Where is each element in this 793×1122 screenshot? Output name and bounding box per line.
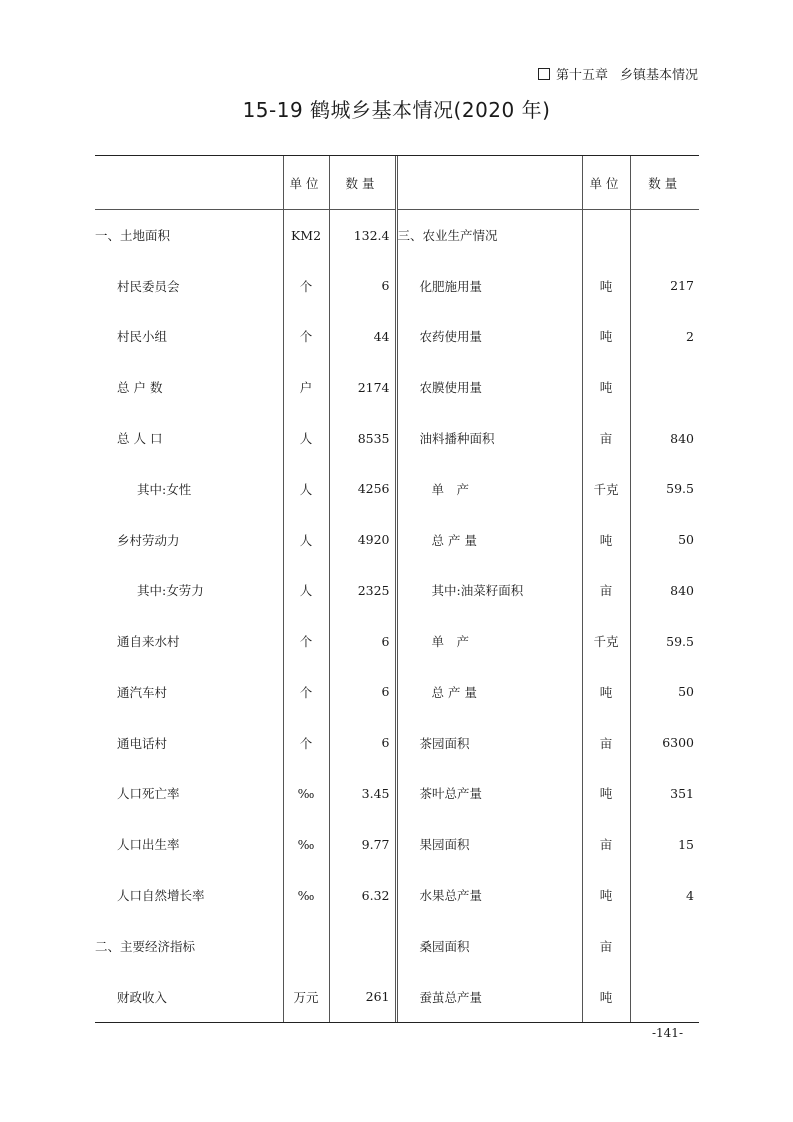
table-row <box>95 362 699 413</box>
left-quantity: 261 <box>329 971 396 1022</box>
left-unit: 个 <box>283 311 329 362</box>
left-quantity: 2325 <box>329 565 396 616</box>
left-quantity: 4920 <box>329 514 396 565</box>
left-unit: 人 <box>283 565 329 616</box>
right-item: 单 产 <box>396 463 582 514</box>
left-quantity: 6.32 <box>329 870 396 921</box>
table-row <box>95 413 699 464</box>
right-unit: 吨 <box>582 362 630 413</box>
right-unit: 吨 <box>582 514 630 565</box>
right-item: 果园面积 <box>396 819 582 870</box>
table-row <box>95 210 699 261</box>
left-item: 总 户 数 <box>117 380 163 396</box>
left-quantity: 3.45 <box>329 768 396 819</box>
right-quantity: 15 <box>630 819 699 870</box>
left-item: 人口出生率 <box>117 837 180 853</box>
page-title: 15-19 鹤城乡基本情况(2020 年) <box>242 98 551 122</box>
right-item: 化肥施用量 <box>396 260 582 311</box>
right-item: 总 产 量 <box>396 667 582 718</box>
table-row <box>95 717 699 768</box>
left-item: 通电话村 <box>117 735 168 751</box>
right-quantity: 59.5 <box>630 616 699 667</box>
right-unit: 千克 <box>582 463 630 514</box>
left-quantity: 4256 <box>329 463 396 514</box>
header-item-right <box>396 156 582 210</box>
left-item: 总 人 口 <box>117 431 163 447</box>
header-quantity-right: 数量 <box>630 156 699 210</box>
right-item: 桑园面积 <box>396 920 582 971</box>
table-row <box>95 514 699 565</box>
table-header-row <box>95 156 699 210</box>
right-item: 三、农业生产情况 <box>396 210 582 261</box>
left-unit: ‰ <box>283 870 329 921</box>
left-quantity: 6 <box>329 717 396 768</box>
left-quantity: 8535 <box>329 413 396 464</box>
left-item: 人口自然增长率 <box>117 888 205 904</box>
table-row <box>95 667 699 718</box>
table-row <box>95 870 699 921</box>
left-item: 通自来水村 <box>117 634 180 650</box>
table-row <box>95 971 699 1022</box>
left-item: 村民小组 <box>117 329 168 345</box>
right-quantity: 50 <box>630 667 699 718</box>
header-unit-left: 单位 <box>283 156 329 210</box>
right-quantity <box>630 210 699 261</box>
header-quantity-left: 数量 <box>329 156 396 210</box>
left-quantity: 132.4 <box>329 210 396 261</box>
stats-table <box>95 156 699 1022</box>
right-unit: 吨 <box>582 260 630 311</box>
header-unit-right: 单位 <box>582 156 630 210</box>
right-quantity: 50 <box>630 514 699 565</box>
right-quantity: 217 <box>630 260 699 311</box>
right-item: 油料播种面积 <box>396 413 582 464</box>
right-unit: 亩 <box>582 565 630 616</box>
running-header <box>538 64 698 83</box>
left-unit: 人 <box>283 413 329 464</box>
section-label: 乡镇基本情况 <box>619 68 698 83</box>
right-unit: 亩 <box>582 717 630 768</box>
table-row <box>95 260 699 311</box>
left-unit: ‰ <box>283 768 329 819</box>
right-quantity: 840 <box>630 413 699 464</box>
left-unit: 人 <box>283 514 329 565</box>
left-item: 人口死亡率 <box>117 786 180 802</box>
left-item: 一、土地面积 <box>95 228 171 244</box>
right-unit: 亩 <box>582 413 630 464</box>
left-unit <box>283 920 329 971</box>
left-quantity: 44 <box>329 311 396 362</box>
right-item: 农药使用量 <box>396 311 582 362</box>
left-item: 其中:女劳力 <box>137 583 204 599</box>
right-unit: 吨 <box>582 311 630 362</box>
left-item: 通汽车村 <box>117 684 168 700</box>
table-row <box>95 311 699 362</box>
table-row <box>95 463 699 514</box>
left-unit: 个 <box>283 616 329 667</box>
left-quantity: 9.77 <box>329 819 396 870</box>
right-item: 农膜使用量 <box>396 362 582 413</box>
table-row <box>95 616 699 667</box>
left-item: 乡村劳动力 <box>117 532 180 548</box>
left-item: 二、主要经济指标 <box>95 938 196 954</box>
left-unit: 个 <box>283 667 329 718</box>
right-item: 水果总产量 <box>396 870 582 921</box>
right-item: 其中:油菜籽面积 <box>396 565 582 616</box>
left-unit: 人 <box>283 463 329 514</box>
right-quantity <box>630 362 699 413</box>
left-item: 财政收入 <box>117 989 168 1005</box>
left-unit: 户 <box>283 362 329 413</box>
right-quantity: 59.5 <box>630 463 699 514</box>
right-item: 单 产 <box>396 616 582 667</box>
stats-table-container <box>95 155 699 1023</box>
right-unit: 亩 <box>582 920 630 971</box>
left-quantity: 2174 <box>329 362 396 413</box>
left-item: 其中:女性 <box>137 481 192 497</box>
left-quantity: 6 <box>329 260 396 311</box>
left-item: 村民委员会 <box>117 278 180 294</box>
table-row <box>95 819 699 870</box>
right-unit: 吨 <box>582 768 630 819</box>
table-row <box>95 768 699 819</box>
chapter-label: 第十五章 <box>555 68 608 83</box>
table-row <box>95 565 699 616</box>
right-unit: 千克 <box>582 616 630 667</box>
right-unit <box>582 210 630 261</box>
page-number: -141- <box>651 1026 683 1040</box>
right-quantity: 840 <box>630 565 699 616</box>
square-box-icon <box>538 68 550 80</box>
left-unit: ‰ <box>283 819 329 870</box>
table-body <box>95 210 699 1023</box>
right-item: 茶园面积 <box>396 717 582 768</box>
left-unit: 万元 <box>283 971 329 1022</box>
left-quantity: 6 <box>329 616 396 667</box>
left-quantity: 6 <box>329 667 396 718</box>
right-quantity: 351 <box>630 768 699 819</box>
right-unit: 吨 <box>582 667 630 718</box>
header-item-left <box>95 156 283 210</box>
right-quantity <box>630 920 699 971</box>
left-unit: 个 <box>283 717 329 768</box>
left-quantity <box>329 920 396 971</box>
right-quantity: 4 <box>630 870 699 921</box>
left-unit: 个 <box>283 260 329 311</box>
right-quantity: 2 <box>630 311 699 362</box>
left-unit: KM2 <box>283 210 329 261</box>
right-item: 茶叶总产量 <box>396 768 582 819</box>
right-quantity <box>630 971 699 1022</box>
right-unit: 吨 <box>582 971 630 1022</box>
right-item: 蚕茧总产量 <box>396 971 582 1022</box>
right-item: 总 产 量 <box>396 514 582 565</box>
right-quantity: 6300 <box>630 717 699 768</box>
right-unit: 吨 <box>582 870 630 921</box>
table-row <box>95 920 699 971</box>
right-unit: 亩 <box>582 819 630 870</box>
